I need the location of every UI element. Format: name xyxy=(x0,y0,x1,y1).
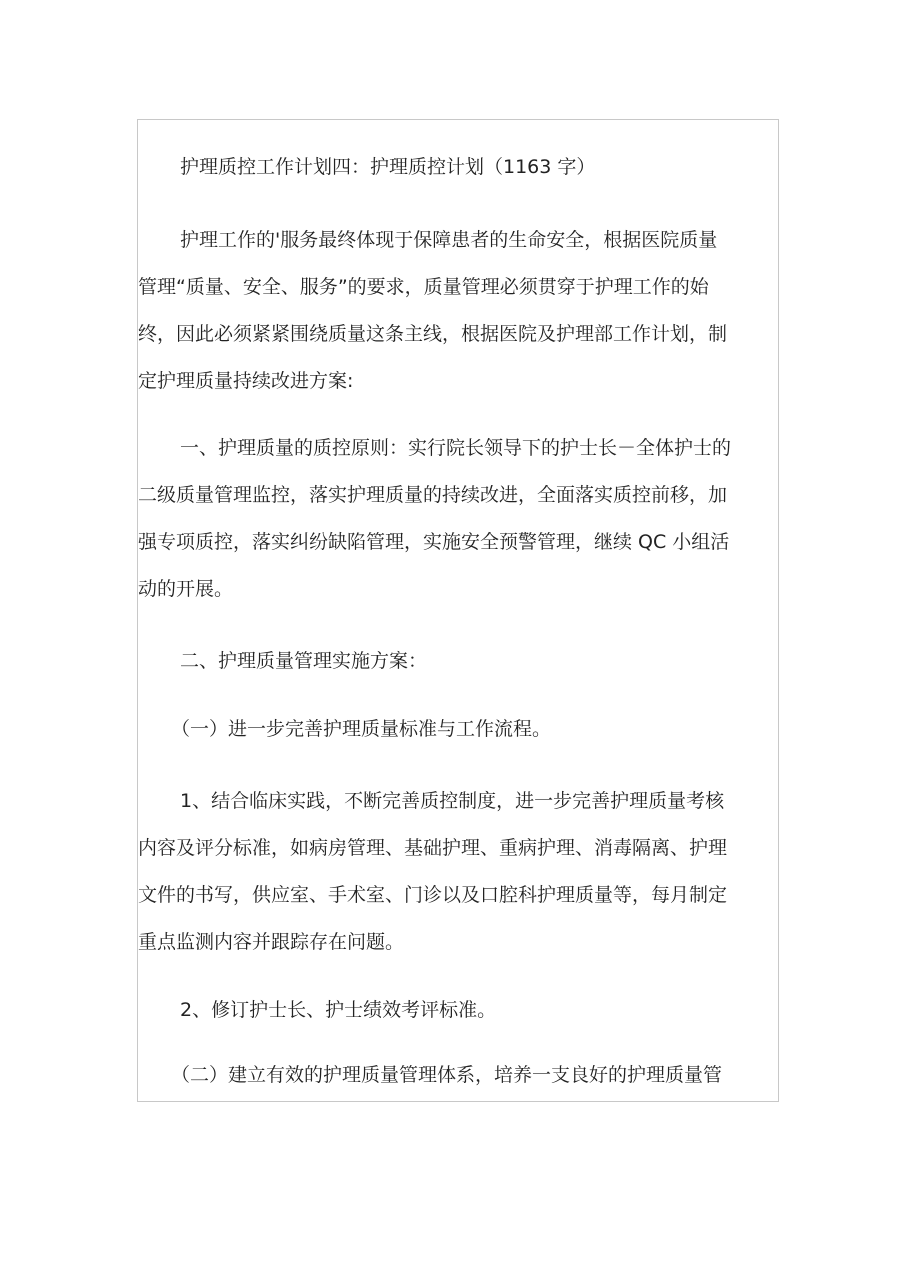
text-line: 强专项质控，落实纠纷缺陷管理，实施安全预警管理，继续 QC 小组活 xyxy=(138,531,730,553)
text-line: 1、结合临床实践，不断完善质控制度，进一步完善护理质量考核 xyxy=(180,790,725,812)
heading-line: （一）进一步完善护理质量标准与工作流程。 xyxy=(171,718,552,740)
text-line: 2、修订护士长、护士绩效考评标准。 xyxy=(180,999,497,1021)
title-line: 护理质控工作计划四：护理质控计划（1163 字） xyxy=(180,156,596,178)
text-line: 重点监测内容并跟踪存在问题。 xyxy=(138,931,405,953)
text-line: 动的开展。 xyxy=(138,578,234,600)
intro-paragraph xyxy=(138,217,778,405)
text-line: 内容及评分标准，如病房管理、基础护理、重病护理、消毒隔离、护理 xyxy=(138,837,728,859)
document-title xyxy=(138,144,778,191)
item-1-paragraph xyxy=(138,778,778,966)
section-1-paragraph xyxy=(138,425,778,613)
heading-line: 二、护理质量管理实施方案： xyxy=(180,650,428,672)
text-line: 终，因此必须紧紧围绕质量这条主线，根据医院及护理部工作计划，制 xyxy=(138,323,728,345)
subsection-2-heading xyxy=(138,1052,778,1099)
item-2-paragraph xyxy=(138,987,778,1034)
section-2-heading xyxy=(138,638,778,685)
text-line: 二级质量管理监控，落实护理质量的持续改进，全面落实质控前移，加 xyxy=(138,484,728,506)
subsection-1-heading xyxy=(138,706,778,753)
text-line: 护理工作的'服务最终体现于保障患者的生命安全，根据医院质量 xyxy=(180,229,718,251)
document-page xyxy=(137,119,779,1102)
text-line: 一、护理质量的质控原则：实行院长领导下的护士长－全体护士的 xyxy=(180,437,732,459)
heading-line: （二）建立有效的护理质量管理体系，培养一支良好的护理质量管 xyxy=(171,1064,723,1086)
text-line: 管理“质量、安全、服务”的要求，质量管理必须贯穿于护理工作的始 xyxy=(138,276,709,298)
text-line: 文件的书写，供应室、手术室、门诊以及口腔科护理质量等，每月制定 xyxy=(138,884,728,906)
text-line: 定护理质量持续改进方案: xyxy=(138,370,354,392)
